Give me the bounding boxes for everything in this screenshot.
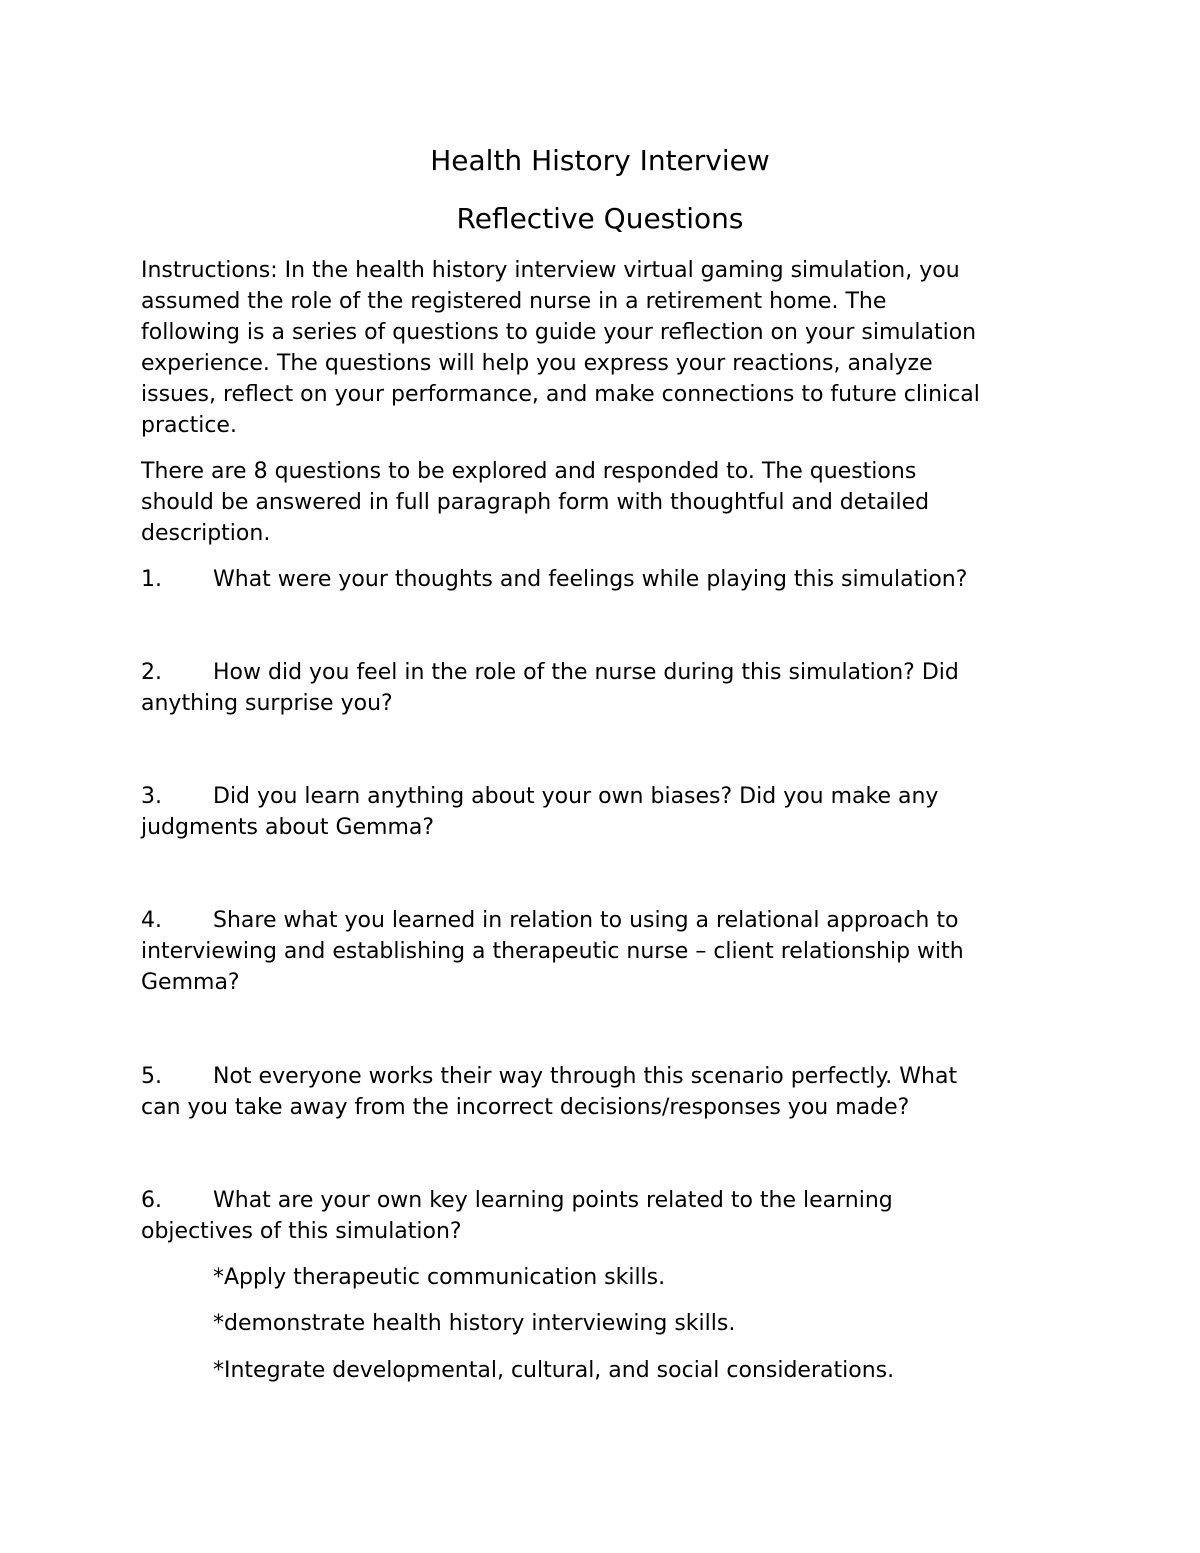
document-subtitle: Reflective Questions [456, 202, 744, 235]
question-number: 6. [141, 1188, 162, 1213]
instructions-line: practice. [141, 413, 237, 438]
instructions-line: Instructions: In the health history interview virtual gaming simulation, you [141, 258, 960, 283]
questions-intro-paragraph [141, 456, 1061, 549]
question-text: judgments about Gemma? [141, 815, 435, 840]
instructions-paragraph [141, 255, 1061, 441]
intro-line: There are 8 questions to be explored and responded to. The questions [141, 459, 917, 484]
intro-line: description. [141, 521, 271, 546]
question-1 [141, 564, 1061, 595]
question-text: What were your thoughts and feelings while playing this simulation? [213, 567, 968, 592]
question-text: anything surprise you? [141, 691, 393, 716]
question-text: What are your own key learning points related to the learning [213, 1188, 893, 1213]
question-number: 2. [141, 660, 162, 685]
instructions-line: experience. The questions will help you express your reactions, analyze [141, 351, 933, 376]
instructions-line: issues, reflect on your performance, and make connections to future clinical [141, 382, 980, 407]
question-text: Did you learn anything about your own biases? Did you make any [213, 784, 939, 809]
question-5 [141, 1061, 1061, 1123]
question-number: 5. [141, 1064, 162, 1089]
document-title: Health History Interview [430, 144, 770, 177]
question-text: objectives of this simulation? [141, 1219, 462, 1244]
question-number: 1. [141, 567, 162, 592]
question-3 [141, 781, 1061, 843]
question-text: can you take away from the incorrect decisions/responses you made? [141, 1095, 910, 1120]
learning-objective: *demonstrate health history interviewing skills. [213, 1311, 736, 1336]
learning-objective: *Integrate developmental, cultural, and social considerations. [213, 1358, 895, 1383]
question-4 [141, 905, 1061, 998]
instructions-line: following is a series of questions to guide your reflection on your simulation [141, 320, 977, 345]
learning-objective: *Apply therapeutic communication skills. [213, 1265, 666, 1290]
question-2 [141, 657, 1061, 719]
question-text: How did you feel in the role of the nurse during this simulation? Did [213, 660, 959, 685]
question-number: 3. [141, 784, 162, 809]
question-6 [141, 1185, 1061, 1247]
question-text: Not everyone works their way through this scenario perfectly. What [213, 1064, 958, 1089]
question-text: Share what you learned in relation to using a relational approach to [213, 908, 959, 933]
question-text: interviewing and establishing a therapeutic nurse – client relationship with [141, 939, 964, 964]
intro-line: should be answered in full paragraph form with thoughtful and detailed [141, 490, 930, 515]
question-number: 4. [141, 908, 162, 933]
instructions-line: assumed the role of the registered nurse in a retirement home. The [141, 289, 887, 314]
question-text: Gemma? [141, 970, 240, 995]
